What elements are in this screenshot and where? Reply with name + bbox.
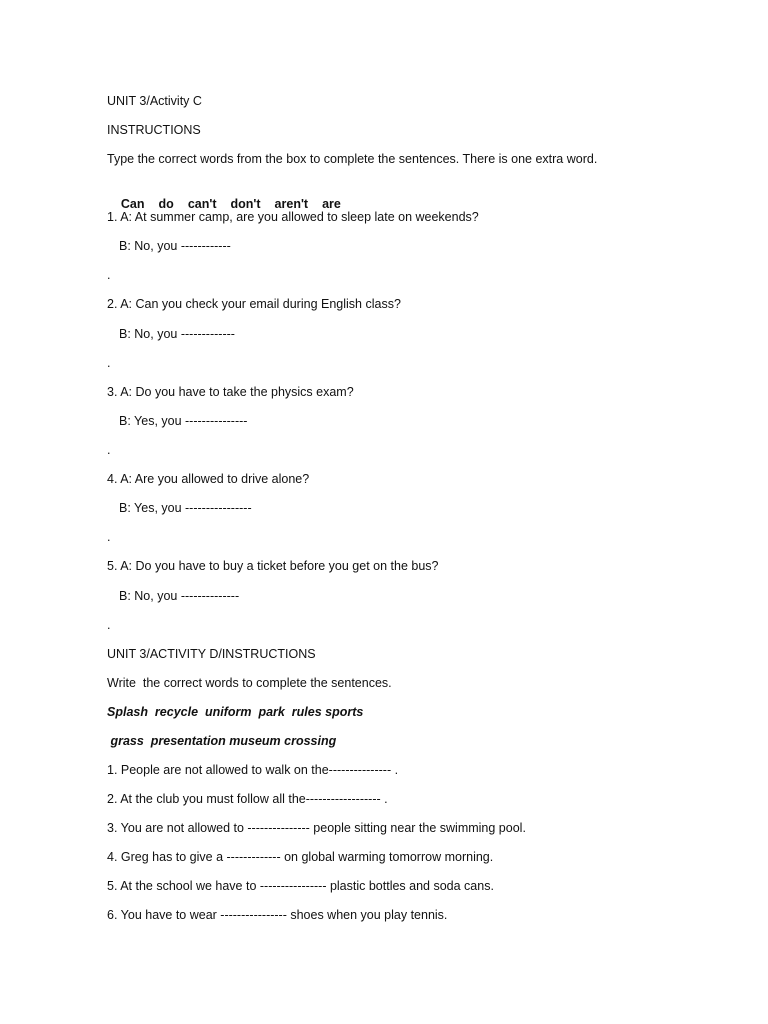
activity-c-answer-2: B: No, you ------------- bbox=[119, 327, 235, 341]
activity-c-instruction-text: Type the correct words from the box to complete the sentences. There is one extra word. bbox=[107, 152, 598, 166]
activity-c-answer-5: B: No, you -------------- bbox=[119, 589, 240, 603]
word-box-item: aren't bbox=[274, 197, 309, 211]
activity-c-end-4: . bbox=[107, 530, 111, 544]
activity-c-title: UNIT 3/Activity C bbox=[107, 94, 202, 108]
activity-d-sentence-5: 5. At the school we have to ---------------- plastic bottles and soda cans. bbox=[107, 879, 494, 893]
activity-c-instructions-label: INSTRUCTIONS bbox=[107, 123, 201, 137]
activity-d-word-line-2: grass presentation museum crossing bbox=[107, 734, 337, 748]
activity-c-question-4: 4. A: Are you allowed to drive alone? bbox=[107, 472, 310, 486]
word-box-item: do bbox=[158, 197, 174, 211]
activity-c-answer-3: B: Yes, you --------------- bbox=[119, 414, 248, 428]
activity-d-sentence-4: 4. Greg has to give a ------------- on global warming tomorrow morning. bbox=[107, 850, 494, 864]
word-box-item: Can bbox=[120, 197, 145, 211]
activity-d-instruction-text: Write the correct words to complete the sentences. bbox=[107, 676, 392, 690]
activity-c-answer-1: B: No, you ------------ bbox=[119, 239, 231, 253]
activity-d-sentence-6: 6. You have to wear ---------------- shoes when you play tennis. bbox=[107, 908, 448, 922]
activity-c-question-5: 5. A: Do you have to buy a ticket before you get on the bus? bbox=[107, 559, 439, 573]
word-box-item: can't bbox=[187, 197, 217, 211]
word-box-item: don't bbox=[230, 197, 261, 211]
activity-c-end-2: . bbox=[107, 356, 111, 370]
activity-d-sentence-1: 1. People are not allowed to walk on the--------------- . bbox=[107, 763, 399, 777]
activity-d-sentence-3: 3. You are not allowed to --------------- people sitting near the swimming pool. bbox=[107, 821, 526, 835]
activity-c-question-1: 1. A: At summer camp, are you allowed to sleep late on weekends? bbox=[107, 210, 479, 224]
activity-c-end-3: . bbox=[107, 443, 111, 457]
activity-d-word-line-1: Splash recycle uniform park rules sports bbox=[107, 705, 364, 719]
activity-c-answer-4: B: Yes, you ---------------- bbox=[119, 501, 252, 515]
activity-c-end-5: . bbox=[107, 618, 111, 632]
activity-d-sentence-2: 2. At the club you must follow all the------------------ . bbox=[107, 792, 388, 806]
activity-c-question-3: 3. A: Do you have to take the physics exam? bbox=[107, 385, 354, 399]
activity-d-title: UNIT 3/ACTIVITY D/INSTRUCTIONS bbox=[107, 647, 316, 661]
activity-c-question-2: 2. A: Can you check your email during English class? bbox=[107, 297, 401, 311]
word-box-item: are bbox=[322, 197, 341, 211]
activity-c-end-1: . bbox=[107, 268, 111, 282]
